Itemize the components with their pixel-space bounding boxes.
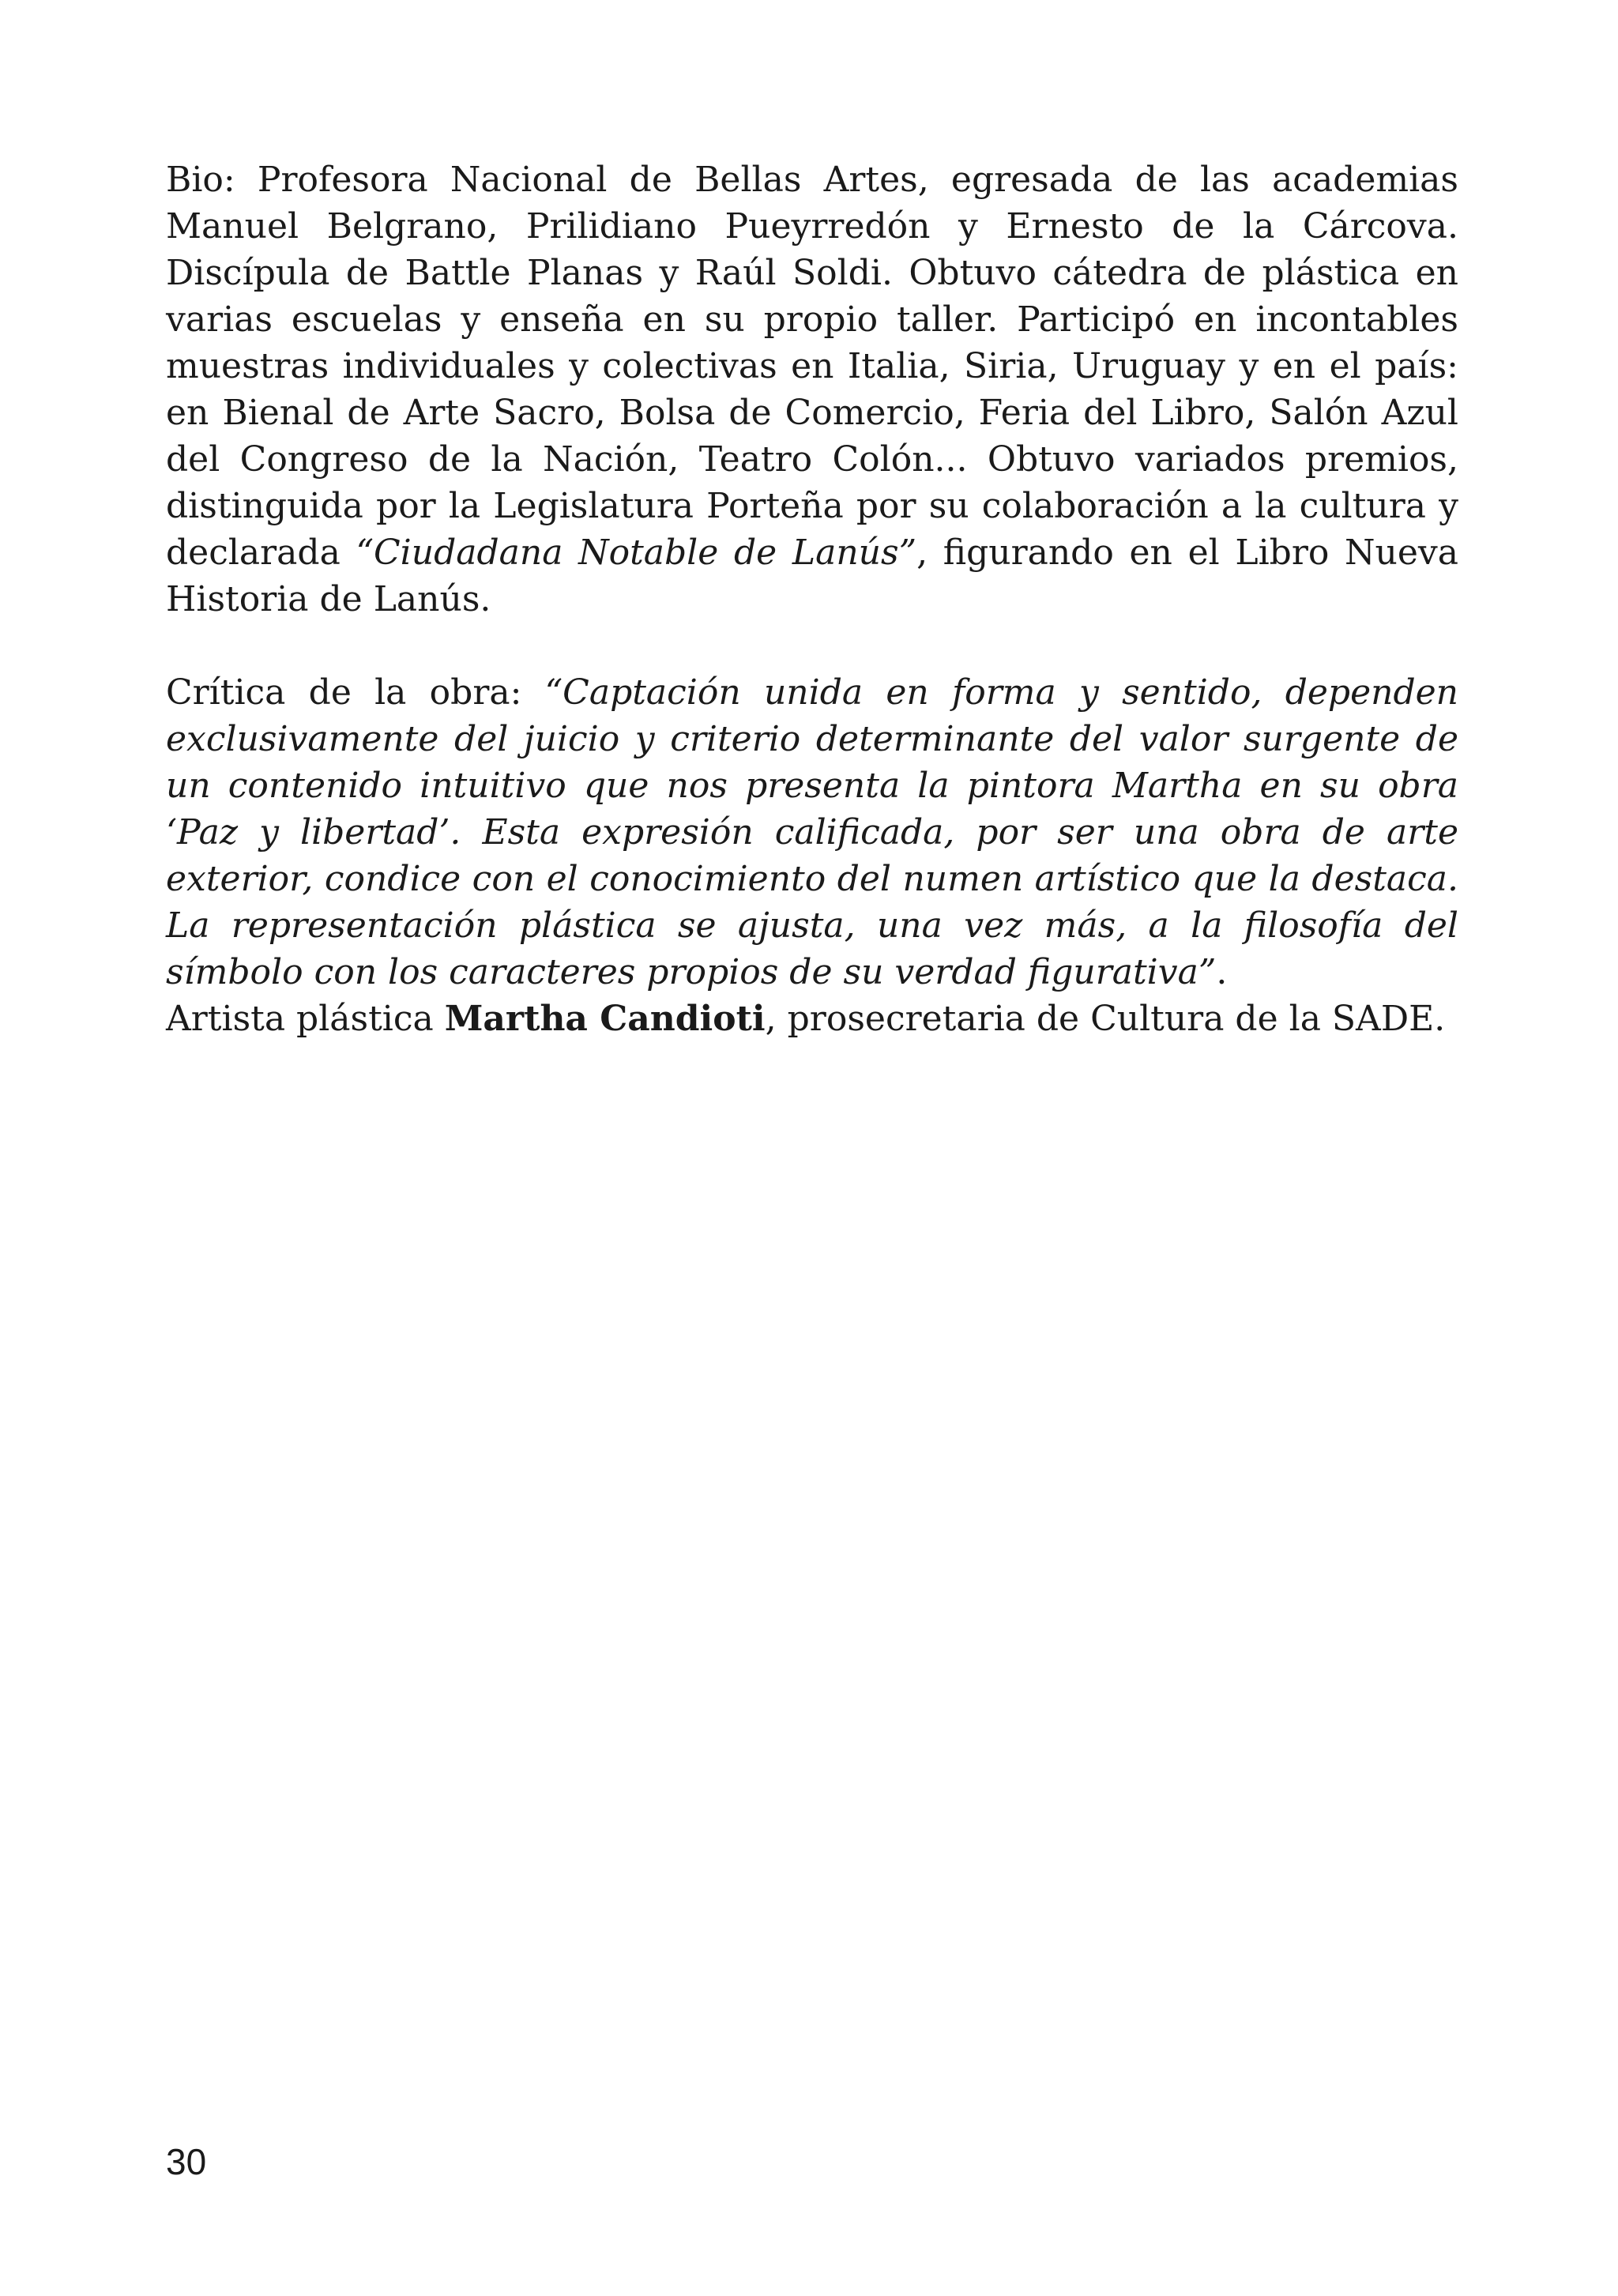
- critique-quote-end: .: [1216, 952, 1228, 992]
- page-number: 30: [166, 2141, 207, 2182]
- artist-name: Martha Candioti: [444, 999, 766, 1039]
- bio-honor-title: “Ciudadana Notable de Lanús”: [356, 533, 917, 573]
- critique-paragraph: [166, 669, 1458, 996]
- bio-text-end: , figurando en el Libro Nueva Historia de Lanús.: [166, 533, 1458, 619]
- signature-line: [166, 996, 1458, 1042]
- bio-text: Bio: Profesora Nacional de Bellas Artes, egresada de las academias Manuel Belgrano, Prilidiano Pueyrredón y Ernesto de la Cárcova. Discípula de Battle Planas y Raúl Soldi. Obtuvo cátedra de plástica en varias escuelas y enseña en su propio taller. Participó en incontables muestras individuales y colectivas en Italia, Siria, Uruguay y en el país: en Bienal de Arte Sacro, Bolsa de Comercio, Feria del Libro, Salón Azul del Congreso de la Nación, Teatro Colón... Obtuvo variados premios, distinguida por la Legislatura Porteña por su colaboración a la cultura y declarada: [166, 160, 1458, 573]
- paragraph-gap: [166, 623, 1458, 669]
- critique-label: Crítica de la obra:: [166, 672, 545, 713]
- signature-prefix: Artista plástica: [166, 999, 445, 1039]
- body-text: [166, 156, 1458, 1042]
- critique-quote: “Captación unida en forma y sentido, dependen exclusivamente del juicio y criterio determinante del valor surgente de un contenido intuitivo que nos presenta la pintora Martha en su obra ‘Paz y libertad’. Esta expresión calificada, por ser una obra de arte exterior, condice con el conocimiento del numen artístico que la destaca. La representación plástica se ajusta, una vez más, a la filosofía del símbolo con los caracteres propios de su verdad figurativa”: [166, 672, 1458, 992]
- bio-paragraph: [166, 156, 1458, 623]
- signature-suffix: , prosecretaria de Cultura de la SADE.: [765, 999, 1446, 1039]
